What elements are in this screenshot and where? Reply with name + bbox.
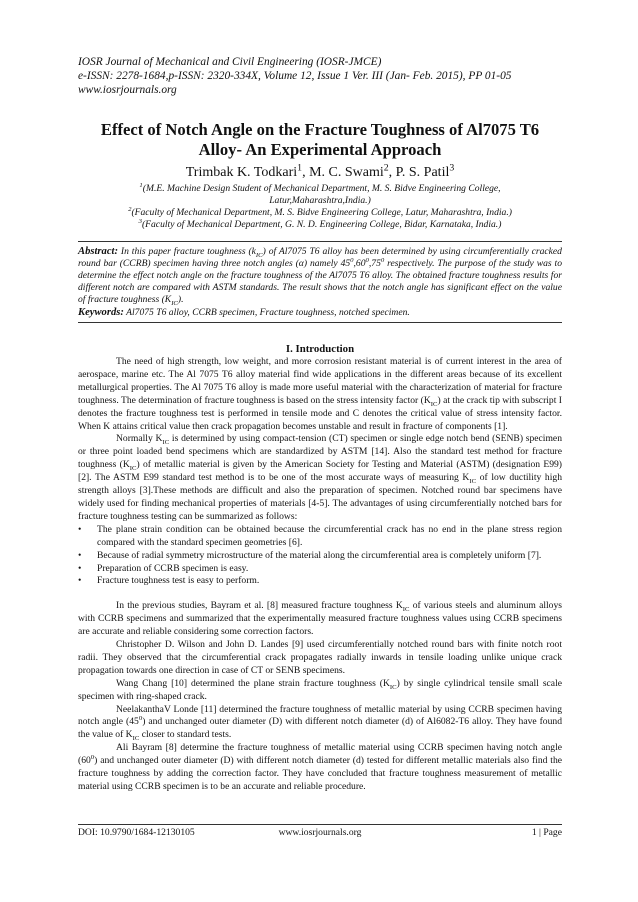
subscript: IC: [132, 735, 140, 743]
author-name: P. S. Patil: [395, 165, 450, 180]
section-heading: I. Introduction: [285, 343, 355, 355]
text-span: ) and unchanged outer diameter (D) with different notch diameter (d) tested for different metallic materials also find the fracture toughness by adding the correction factor. They have concluded that fracture toughness measurement of metallic material using CCRB specimen is to be an accurate and reliable procedure.: [78, 755, 562, 792]
abstract-top-rule: [78, 241, 562, 242]
affil-number: 1: [139, 181, 143, 189]
footer-page-number: 1 | Page: [531, 827, 562, 838]
abstract-sup: 0: [350, 256, 354, 264]
superscript: 0: [138, 715, 143, 723]
affil-text: (Faculty of Mechanical Department, G. N. D. Engineering College, Bidar, Karnataka, India.): [141, 219, 502, 230]
affil-text: (Faculty of Mechanical Department, M. S. Bidve Engineering College, Latur, Maharashtra, India.): [131, 207, 512, 218]
abstract-text: ) of Al7075 T6 alloy has been determined by using circumferentially cracked round bar (CCRB) specimen having three notch angles (α) namely 45: [78, 246, 562, 269]
abstract-text: ,75: [368, 258, 381, 269]
abstract-sub: IC: [171, 299, 178, 307]
list-item: [78, 563, 562, 576]
keywords-label: Keywords:: [78, 307, 124, 318]
bullet-icon: •: [78, 549, 82, 561]
bullet-icon: •: [78, 523, 82, 535]
paragraph: Christopher D. Wilson and John D. Landes [9] used circumferentially notched round bars with finite notch root radii. They observed that the circumferential crack propagates radially inwards in tensile loading unlike unique crack propagation towards one direction in case of CT or SENB specimens.: [78, 639, 562, 676]
abstract-sub: IC: [255, 251, 263, 259]
paragraph: [78, 678, 562, 704]
text-span: The need of high strength, low weight, and more corrosion resistant material is of current interest in the area of aerospace, marine etc. The Al 7075 T6 alloy material find wide applications in the different areas because of its excellent metallurgical properties. The Al 7075 T6 alloy is made more useful material with the characterization of material for fracture toughness. The determination of fracture toughness is based on the stress intensity factor (K: [78, 356, 562, 406]
list-item-text: Preparation of CCRB specimen is easy.: [97, 562, 249, 574]
affiliations: [78, 183, 562, 231]
keywords: [78, 307, 562, 319]
paragraph: [78, 704, 562, 743]
body-text: [78, 356, 562, 794]
title-line-2: Alloy- An Experimental Approach: [198, 140, 442, 159]
author-list: Trimbak K. Todkari$^1$, M. C. Swami$^2$, P. S. Patil$^3$: [185, 162, 455, 180]
list-item: [78, 524, 562, 550]
subscript: IC: [129, 465, 137, 473]
list-item-text: Because of radial symmetry microstructure of the material along the circumferential area is completely uniform [7].: [97, 549, 542, 561]
superscript: 0: [90, 754, 95, 761]
text-span: ) of metallic material is given by the American Society for Testing and Material (ASTM) (designation E99) [2]. The ASTM E99 standard test method is to be one of the most accurate ways of measuring K: [78, 459, 562, 484]
text-span: closer to standard tests.: [139, 729, 232, 741]
text-span: ) and unchanged outer diameter (D) with different notch diameter (d) of Al6082-T6 alloy. They have found the value of K: [78, 716, 562, 741]
text-span: Wang Chang [10] determined the plane strain fracture toughness (K: [116, 677, 390, 689]
author-name: Trimbak K. Todkari: [185, 165, 298, 180]
abstract-text: ,60: [353, 258, 366, 269]
list-item-text: Fracture toughness test is easy to perform.: [97, 575, 260, 587]
paragraph: [78, 433, 562, 523]
subscript: IC: [430, 400, 438, 408]
list-item: [78, 575, 562, 588]
abstract-bottom-rule: [78, 322, 562, 323]
text-span: ) at the crack tip with subscript I denotes the fracture toughness test is performed in tensile mode and C denotes the critical value of stress intensity factor. When K attains critical value then crack propagation becomes unstable and result in fracture of components [1].: [78, 394, 562, 432]
footer-doi: DOI: 10.9790/1684-12130105: [78, 827, 195, 838]
subscript: IC: [389, 683, 397, 691]
title-line-1: Effect of Notch Angle on the Fracture Toughness of Al7075 T6: [100, 120, 540, 139]
author-affil-mark: 1: [297, 162, 303, 174]
paragraph: [78, 600, 562, 639]
keywords-text: Al7075 T6 alloy, CCRB specimen, Fracture toughness, notched specimen.: [123, 307, 410, 318]
text-span: In the previous studies, Bayram et al. [8] measured fracture toughness K: [116, 600, 403, 612]
paragraph: [78, 356, 562, 433]
abstract: [78, 246, 562, 306]
affil-text: (M.E. Machine Design Student of Mechanical Department, M. S. Bidve Engineering College,: [142, 183, 501, 194]
author-affil-mark: 3: [449, 162, 455, 174]
author-name: M. C. Swami: [309, 165, 384, 180]
text-span: of low ductility high strength alloys [3].These methods are difficult and also the preparation of specimen. Notched round bar specimens have widely used for finding mechanical properties of materials [4-5]. The advantages of using circumferentially notched bars for fracture toughness testing can be summarized as follows:: [78, 472, 562, 522]
footer-website: www.iosrjournals.org: [278, 827, 362, 838]
journal-issn: e-ISSN: 2278-1684,p-ISSN: 2320-334X, Volume 12, Issue 1 Ver. III (Jan- Feb. 2015), PP 01-05: [78, 69, 512, 82]
text-span: ) by single cylindrical tensile small scale specimen with ring-shaped crack.: [78, 677, 562, 702]
subscript: IC: [469, 478, 477, 486]
text-span: Normally K: [116, 433, 163, 445]
affiliation-3: [78, 219, 562, 231]
abstract-sup: 0: [365, 256, 369, 264]
affil-number: 2: [128, 205, 132, 213]
journal-header: [78, 56, 562, 97]
affiliation-1: [78, 183, 562, 195]
list-item-text: The plane strain condition can be obtained because the circumferential crack has no end in the plane stress region compared with the standard specimen geometries [6].: [97, 523, 562, 548]
journal-name: IOSR Journal of Mechanical and Civil Engineering (IOSR-JMCE): [78, 56, 382, 68]
abstract-text: respectively. The purpose of the study was to determine the effect notch angle on the fracture toughness of the Al7075 T6 alloy. The obtained fracture toughness results for different notch are compared with ASTM standards. The result shows that the notch angle has significant effect on the value of fracture toughness (K: [78, 258, 562, 305]
journal-website: www.iosrjournals.org: [78, 83, 177, 96]
list-item: [78, 550, 562, 563]
text-span: is determined by using compact-tension (CT) specimen or single edge notch bend (SENB) specimen or three point loaded bend specimens which are standardized by ASTM [14]. Also the standard test method for fracture toughness (K: [78, 433, 562, 471]
paper-title: [78, 120, 562, 160]
abstract-sup: 0: [380, 256, 385, 264]
text-span: Ali Bayram [8] determine the fracture toughness of metallic material using CCRB specimen having notch angle (60: [78, 742, 562, 767]
paragraph: [78, 742, 562, 794]
bullet-icon: •: [78, 562, 82, 574]
abstract-text: ).: [177, 294, 184, 305]
abstract-text: In this paper fracture toughness (k: [118, 246, 256, 257]
footer-rule: [78, 824, 562, 825]
subscript: IC: [402, 606, 410, 614]
affiliation-1-cont: Latur,Maharashtra,India.): [269, 195, 371, 206]
affil-number: 3: [138, 217, 142, 225]
text-span: of various steels and aluminum alloys with CCRB specimens and summarized that the experimentally measured fracture toughness values using CCRB specimens are accurate and reliable considering some correction factors.: [78, 600, 562, 638]
text-span: NeelakanthaV Londe [11] determined the fracture toughness of metallic material by using CCRB specimen having notch angle (45: [78, 703, 562, 728]
abstract-label: Abstract:: [78, 246, 119, 257]
author-affil-mark: 2: [383, 162, 389, 174]
subscript: IC: [162, 439, 170, 447]
affiliation-2: [78, 207, 562, 219]
bullet-icon: •: [78, 575, 82, 587]
